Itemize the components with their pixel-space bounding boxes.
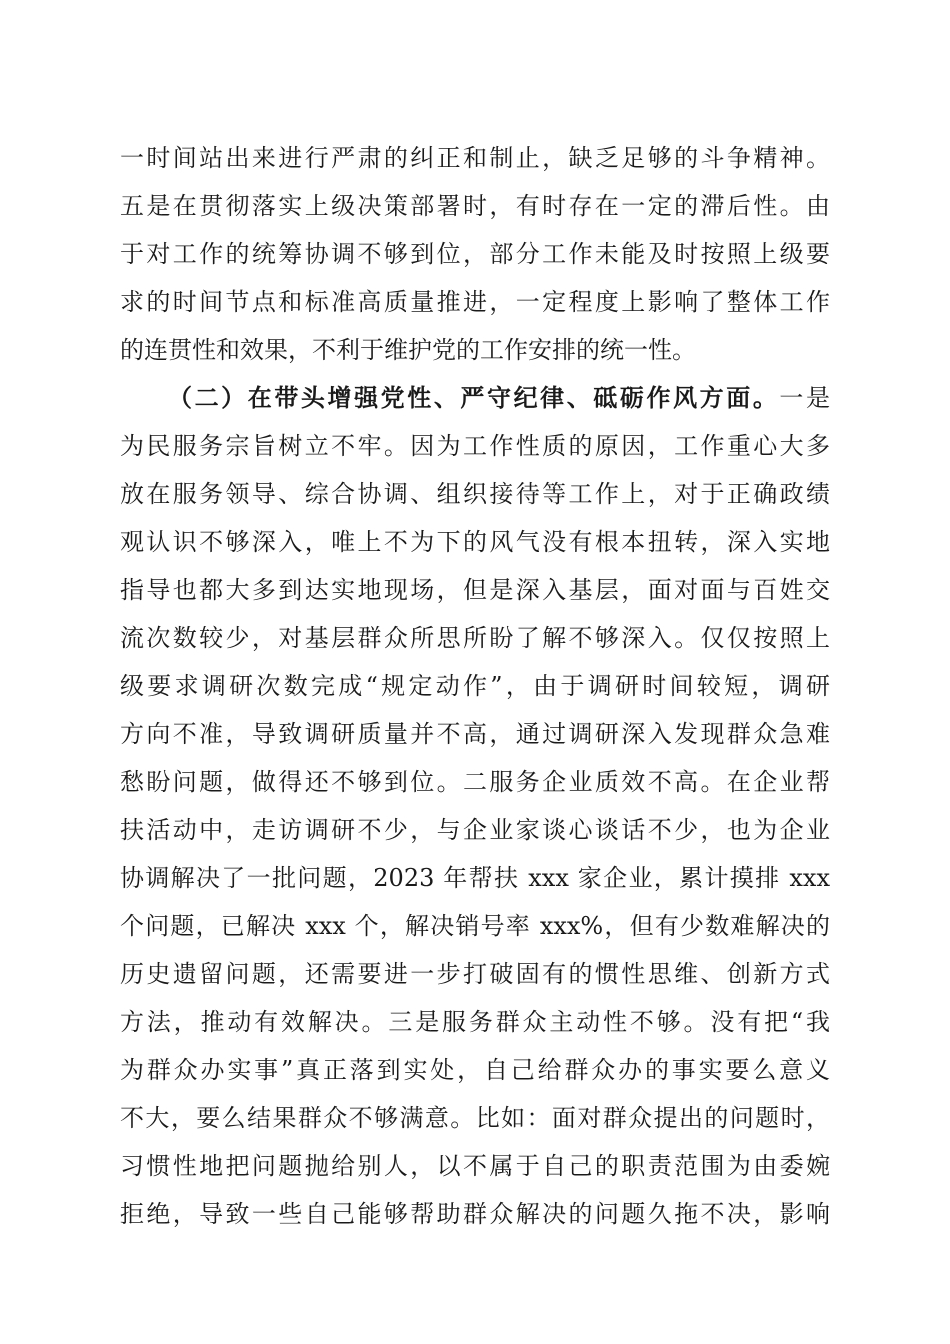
paragraph-line: 方法，推动有效解决。三是服务群众主动性不够。没有把“我	[120, 1008, 830, 1036]
paragraph-line: 的连贯性和效果，不利于维护党的工作安排的统一性。	[120, 336, 696, 364]
paragraph-line: 习惯性地把问题抛给别人，以不属于自己的职责范围为由委婉	[120, 1152, 830, 1180]
paragraph-line: 拒绝，导致一些自己能够帮助群众解决的问题久拖不决，影响	[120, 1200, 830, 1228]
paragraph-line: 不大，要么结果群众不够满意。比如：面对群众提出的问题时，	[120, 1104, 830, 1132]
paragraph-line: 协调解决了一批问题，2023 年帮扶 xxx 家企业，累计摸排 xxx	[120, 864, 830, 892]
paragraph-line: 放在服务领导、综合协调、组织接待等工作上，对于正确政绩	[120, 480, 830, 508]
section-heading-tail: 一是	[779, 384, 831, 412]
paragraph-line: 个问题，已解决 xxx 个，解决销号率 xxx%，但有少数难解决的	[120, 912, 830, 940]
paragraph-line: 愁盼问题，做得还不够到位。二服务企业质效不高。在企业帮	[120, 768, 830, 796]
paragraph-line: 指导也都大多到达实地现场，但是深入基层，面对面与百姓交	[120, 576, 830, 604]
paragraph-line: 为群众办实事”真正落到实处，自己给群众办的事实要么意义	[120, 1056, 830, 1084]
paragraph-line: 方向不准，导致调研质量并不高，通过调研深入发现群众急难	[120, 720, 830, 748]
paragraph-line: 求的时间节点和标准高质量推进，一定程度上影响了整体工作	[120, 288, 830, 316]
section-heading-line	[168, 378, 830, 418]
paragraph-line: 一时间站出来进行严肃的纠正和制止，缺乏足够的斗争精神。	[120, 144, 830, 172]
paragraph-line: 观认识不够深入，唯上不为下的风气没有根本扭转，深入实地	[120, 528, 830, 556]
paragraph-line: 五是在贯彻落实上级决策部署时，有时存在一定的滞后性。由	[120, 192, 830, 220]
paragraph-line: 历史遗留问题，还需要进一步打破固有的惯性思维、创新方式	[120, 960, 830, 988]
paragraph-line: 扶活动中，走访调研不少，与企业家谈心谈话不少，也为企业	[120, 816, 830, 844]
paragraph-line: 于对工作的统筹协调不够到位，部分工作未能及时按照上级要	[120, 240, 830, 268]
section-heading: （二）在带头增强党性、严守纪律、砥砺作风方面。	[168, 383, 780, 412]
paragraph-line: 为民服务宗旨树立不牢。因为工作性质的原因，工作重心大多	[120, 432, 830, 460]
paragraph-line: 级要求调研次数完成“规定动作”，由于调研时间较短，调研	[120, 672, 830, 700]
paragraph-line: 流次数较少，对基层群众所思所盼了解不够深入。仅仅按照上	[120, 624, 830, 652]
